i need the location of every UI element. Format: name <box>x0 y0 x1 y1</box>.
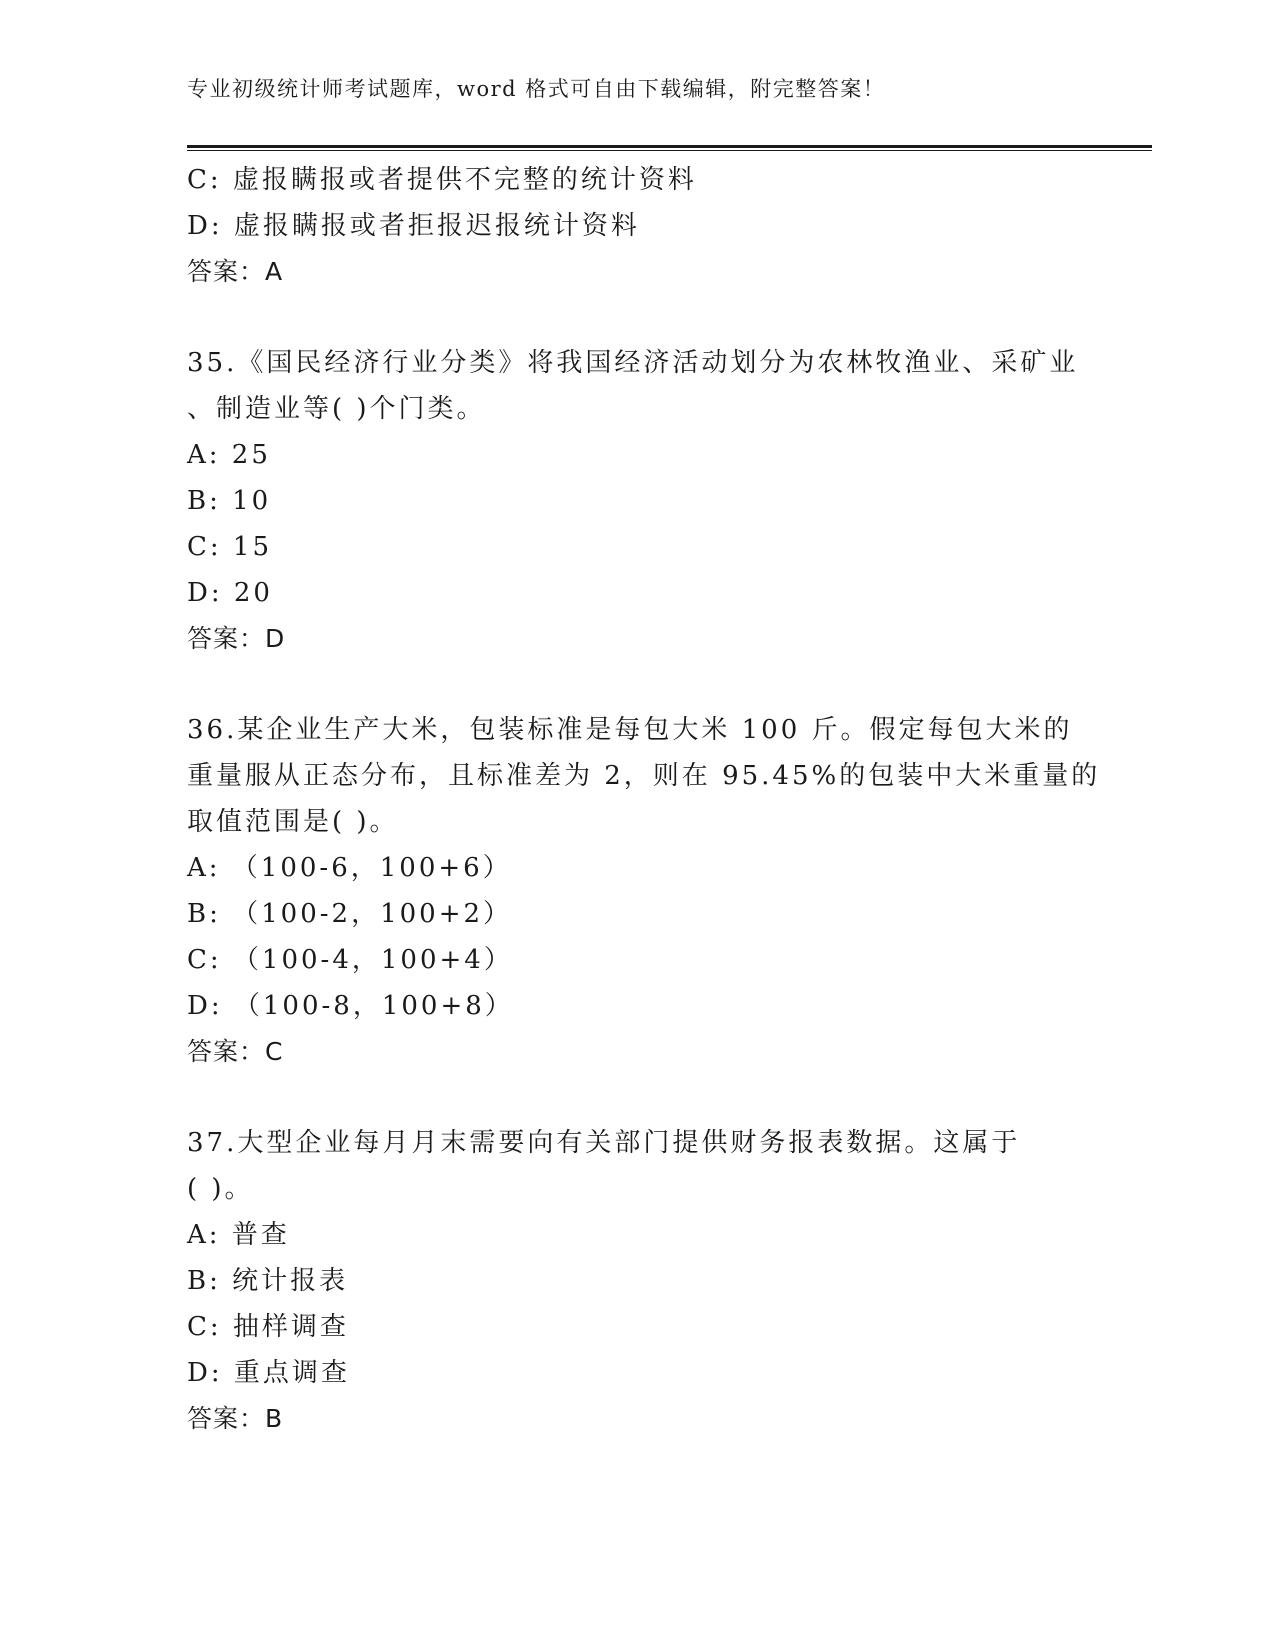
page-header: 专业初级统计师考试题库，word 格式可自由下载编辑，附完整答案！ <box>187 77 886 101</box>
option-line: C: （100-4，100+4） <box>187 945 513 975</box>
question-stem-line: 重量服从正态分布，且标准差为 2，则在 95.45%的包装中大米重量的 <box>187 761 1101 791</box>
option-line: D: 重点调查 <box>187 1358 350 1388</box>
option-line: C: 抽样调查 <box>187 1312 349 1342</box>
option-line: A: 普查 <box>187 1220 290 1250</box>
option-line: B: 统计报表 <box>187 1266 349 1296</box>
option-line: C: 15 <box>187 532 273 562</box>
carryover-block <box>187 157 1117 295</box>
answer-line: 答案：C <box>187 1037 284 1066</box>
answer-line: 答案：A <box>187 257 284 286</box>
question-36 <box>187 707 1117 1075</box>
option-line: D: （100-8，100+8） <box>187 991 514 1021</box>
document-body <box>187 157 1117 1442</box>
question-stem-line: ( )。 <box>187 1174 254 1204</box>
question-stem-line: 35.《国民经济行业分类》将我国经济活动划分为农林牧渔业、采矿业 <box>187 348 1079 378</box>
option-line: C: 虚报瞒报或者提供不完整的统计资料 <box>187 165 697 195</box>
question-stem-line: 、制造业等( )个门类。 <box>187 394 486 424</box>
question-stem-line: 37.大型企业每月月末需要向有关部门提供财务报表数据。这属于 <box>187 1128 1021 1158</box>
header-rule-thick <box>187 145 1152 148</box>
option-line: D: 20 <box>187 578 273 608</box>
question-stem-line: 36.某企业生产大米，包装标准是每包大米 100 斤。假定每包大米的 <box>187 715 1073 745</box>
answer-line: 答案：D <box>187 624 286 653</box>
option-line: B: 10 <box>187 486 272 516</box>
header-rule-thin <box>187 150 1152 151</box>
question-37 <box>187 1120 1117 1442</box>
question-35 <box>187 340 1117 662</box>
question-stem-line: 取值范围是( )。 <box>187 807 399 837</box>
option-line: B: （100-2，100+2） <box>187 899 513 929</box>
answer-line: 答案：B <box>187 1404 284 1433</box>
option-line: A: （100-6，100+6） <box>187 853 512 883</box>
option-line: A: 25 <box>187 440 271 470</box>
option-line: D: 虚报瞒报或者拒报迟报统计资料 <box>187 211 640 241</box>
